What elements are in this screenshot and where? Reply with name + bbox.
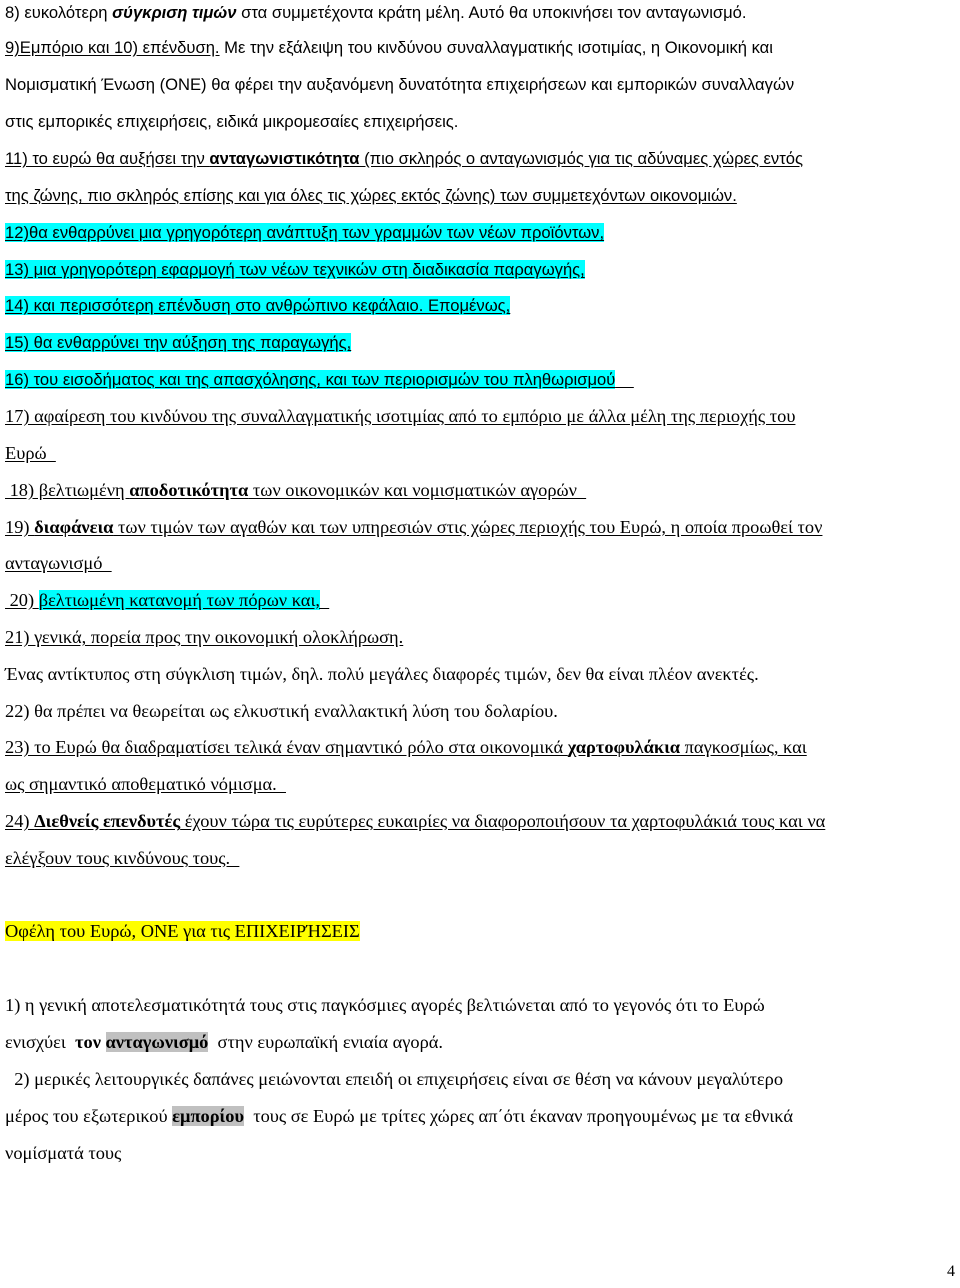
line-16 (5, 367, 634, 393)
underlined-text: έχουν τώρα τις ευρύτερες ευκαιρίες να διαφοροποιήσουν τα χαρτοφυλάκιά τους και να (180, 811, 826, 831)
text: 8) ευκολότερη (5, 3, 113, 22)
line-9-10-trade-investment (5, 35, 773, 61)
paragraph-line (5, 1029, 443, 1055)
highlighted-text: 16) του εισοδήματος και της απασχόλησης, και των περιορισμών του πληθωρισμού (5, 370, 616, 389)
highlighted-text: 14) και περισσότερη επένδυση στο ανθρώπινο κεφάλαιο. Επομένως, (5, 296, 511, 315)
paragraph-line: της ζώνης, πιο σκληρός επίσης και για όλες τις χώρες εκτός ζώνης) των συμμετεχόντων οικονομιών. (5, 186, 737, 205)
paragraph-line: νομίσματά τους (5, 1143, 122, 1163)
bold-italic-text: σύγκριση τιμών (112, 3, 237, 22)
underlined-text: των οικονομικών και νομισματικών αγορών (248, 480, 587, 500)
gray-highlighted-text: εμπορίου (172, 1106, 244, 1126)
line-18 (5, 477, 586, 503)
text (101, 1032, 106, 1052)
line-14 (5, 293, 510, 319)
text: ενισχύει (5, 1032, 76, 1052)
underlined-text: 24) (5, 811, 35, 831)
bold-underlined-text: αποδοτικότητα (129, 480, 249, 500)
underlined-text: 23) το Ευρώ θα διαδραματίσει τελικά έναν σημαντικό ρόλο στα οικονομικά (5, 737, 568, 757)
text: στην ευρωπαϊκή ενιαία αγορά. (208, 1032, 444, 1052)
underlined-text: 9)Εμπόριο και 10) επένδυση. (5, 38, 220, 57)
gray-highlighted-text: ανταγωνισμό (105, 1032, 209, 1052)
highlighted-text: βελτιωμένη κατανομή των πόρων και, (38, 590, 320, 610)
underlined-text: παγκοσμίως, και (680, 737, 807, 757)
underlined-text: 19) (5, 517, 35, 537)
text: στα συμμετέχοντα κράτη μέλη. Αυτό θα υποκινήσει τον ανταγωνισμό. (236, 3, 747, 22)
line-20 (5, 587, 329, 613)
line-19 (5, 514, 822, 540)
text: Με την εξάλειψη του κινδύνου συναλλαγματικής ισοτιμίας, η Οικονομική και (219, 38, 773, 57)
bold-text: τον (75, 1032, 101, 1052)
underlined-text: (πιο σκληρός ο ανταγωνισμός για τις αδύναμες χώρες εντός (359, 149, 803, 168)
underlined-space (320, 590, 329, 610)
line-13 (5, 257, 585, 283)
paragraph-line: στις εμπορικές επιχειρήσεις, ειδικά μικρομεσαίες επιχειρήσεις. (5, 112, 459, 131)
paragraph-line: Ευρώ (5, 443, 56, 463)
text: μέρος του εξωτερικού (5, 1106, 173, 1126)
paragraph-line: Ένας αντίκτυπος στη σύγκλιση τιμών, δηλ. πολύ μεγάλες διαφορές τιμών, δεν θα είναι πλέον ανεκτές. (5, 664, 759, 684)
paragraph-line: ανταγωνισμό (5, 553, 112, 573)
text: τους σε Ευρώ με τρίτες χώρες απ΄ότι έκαναν προηγουμένως με τα εθνικά (244, 1106, 793, 1126)
line-8-price-comparison (5, 0, 747, 26)
bold-underlined-text: Διεθνείς επενδυτές (34, 811, 181, 831)
underlined-space (615, 370, 633, 389)
bold-underlined-text: χαρτοφυλάκια (567, 737, 681, 757)
line-22: 22) θα πρέπει να θεωρείται ως ελκυστική εναλλακτική λύση του δολαρίου. (5, 701, 558, 721)
underlined-text: των τιμών των αγαθών και των υπηρεσιών στις χώρες περιοχής του Ευρώ, η οποία προωθεί τον (113, 517, 823, 537)
highlighted-text: 15) θα ενθαρρύνει την αύξηση της παραγωγής, (5, 333, 352, 352)
highlighted-heading: Οφέλη του Ευρώ, ΟΝΕ για τις ΕΠΙΧΕΙΡΉΣΕΙΣ (5, 921, 360, 941)
benefit-2: 2) μερικές λειτουργικές δαπάνες μειώνονται επειδή οι επιχειρήσεις είναι σε θέση να κάνουν μεγαλύτερο (5, 1069, 784, 1089)
benefit-1: 1) η γενική αποτελεσματικότητά τους στις παγκόσμιες αγορές βελτιώνεται από το γεγονός ότι το Ευρώ (5, 995, 765, 1015)
paragraph-line: Νομισματική Ένωση (ΟΝΕ) θα φέρει την αυξανόμενη δυνατότητα επιχειρήσεων και εμπορικών συναλλαγών (5, 75, 795, 94)
line-24 (5, 808, 825, 834)
paragraph-line: ελέγξουν τους κινδύνους τους. (5, 848, 240, 868)
page-number: 4 (947, 1263, 955, 1280)
line-15 (5, 330, 351, 356)
line-11-competitiveness (5, 146, 803, 172)
bold-underlined-text: ανταγωνιστικότητα (209, 149, 360, 168)
underlined-text: 20) (5, 590, 39, 610)
line-12 (5, 220, 604, 246)
highlighted-text: 13) μια γρηγορότερη εφαρμογή των νέων τεχνικών στη διαδικασία παραγωγής, (5, 260, 585, 279)
paragraph-line: ως σημαντικό αποθεματικό νόμισμα. (5, 774, 286, 794)
line-17: 17) αφαίρεση του κινδύνου της συναλλαγματικής ισοτιμίας από το εμπόριο με άλλα μέλη της περιοχής του (5, 406, 796, 426)
section-heading (5, 918, 360, 944)
underlined-text: 11) το ευρώ θα αυξήσει την (5, 149, 210, 168)
paragraph-line (5, 1103, 793, 1129)
bold-underlined-text: διαφάνεια (34, 517, 114, 537)
line-21: 21) γενικά, πορεία προς την οικονομική ολοκλήρωση. (5, 627, 404, 647)
underlined-text: 18) βελτιωμένη (5, 480, 130, 500)
line-23 (5, 734, 807, 760)
highlighted-text: 12)θα ενθαρρύνει μια γρηγορότερη ανάπτυξη των γραμμών των νέων προϊόντων, (5, 223, 605, 242)
